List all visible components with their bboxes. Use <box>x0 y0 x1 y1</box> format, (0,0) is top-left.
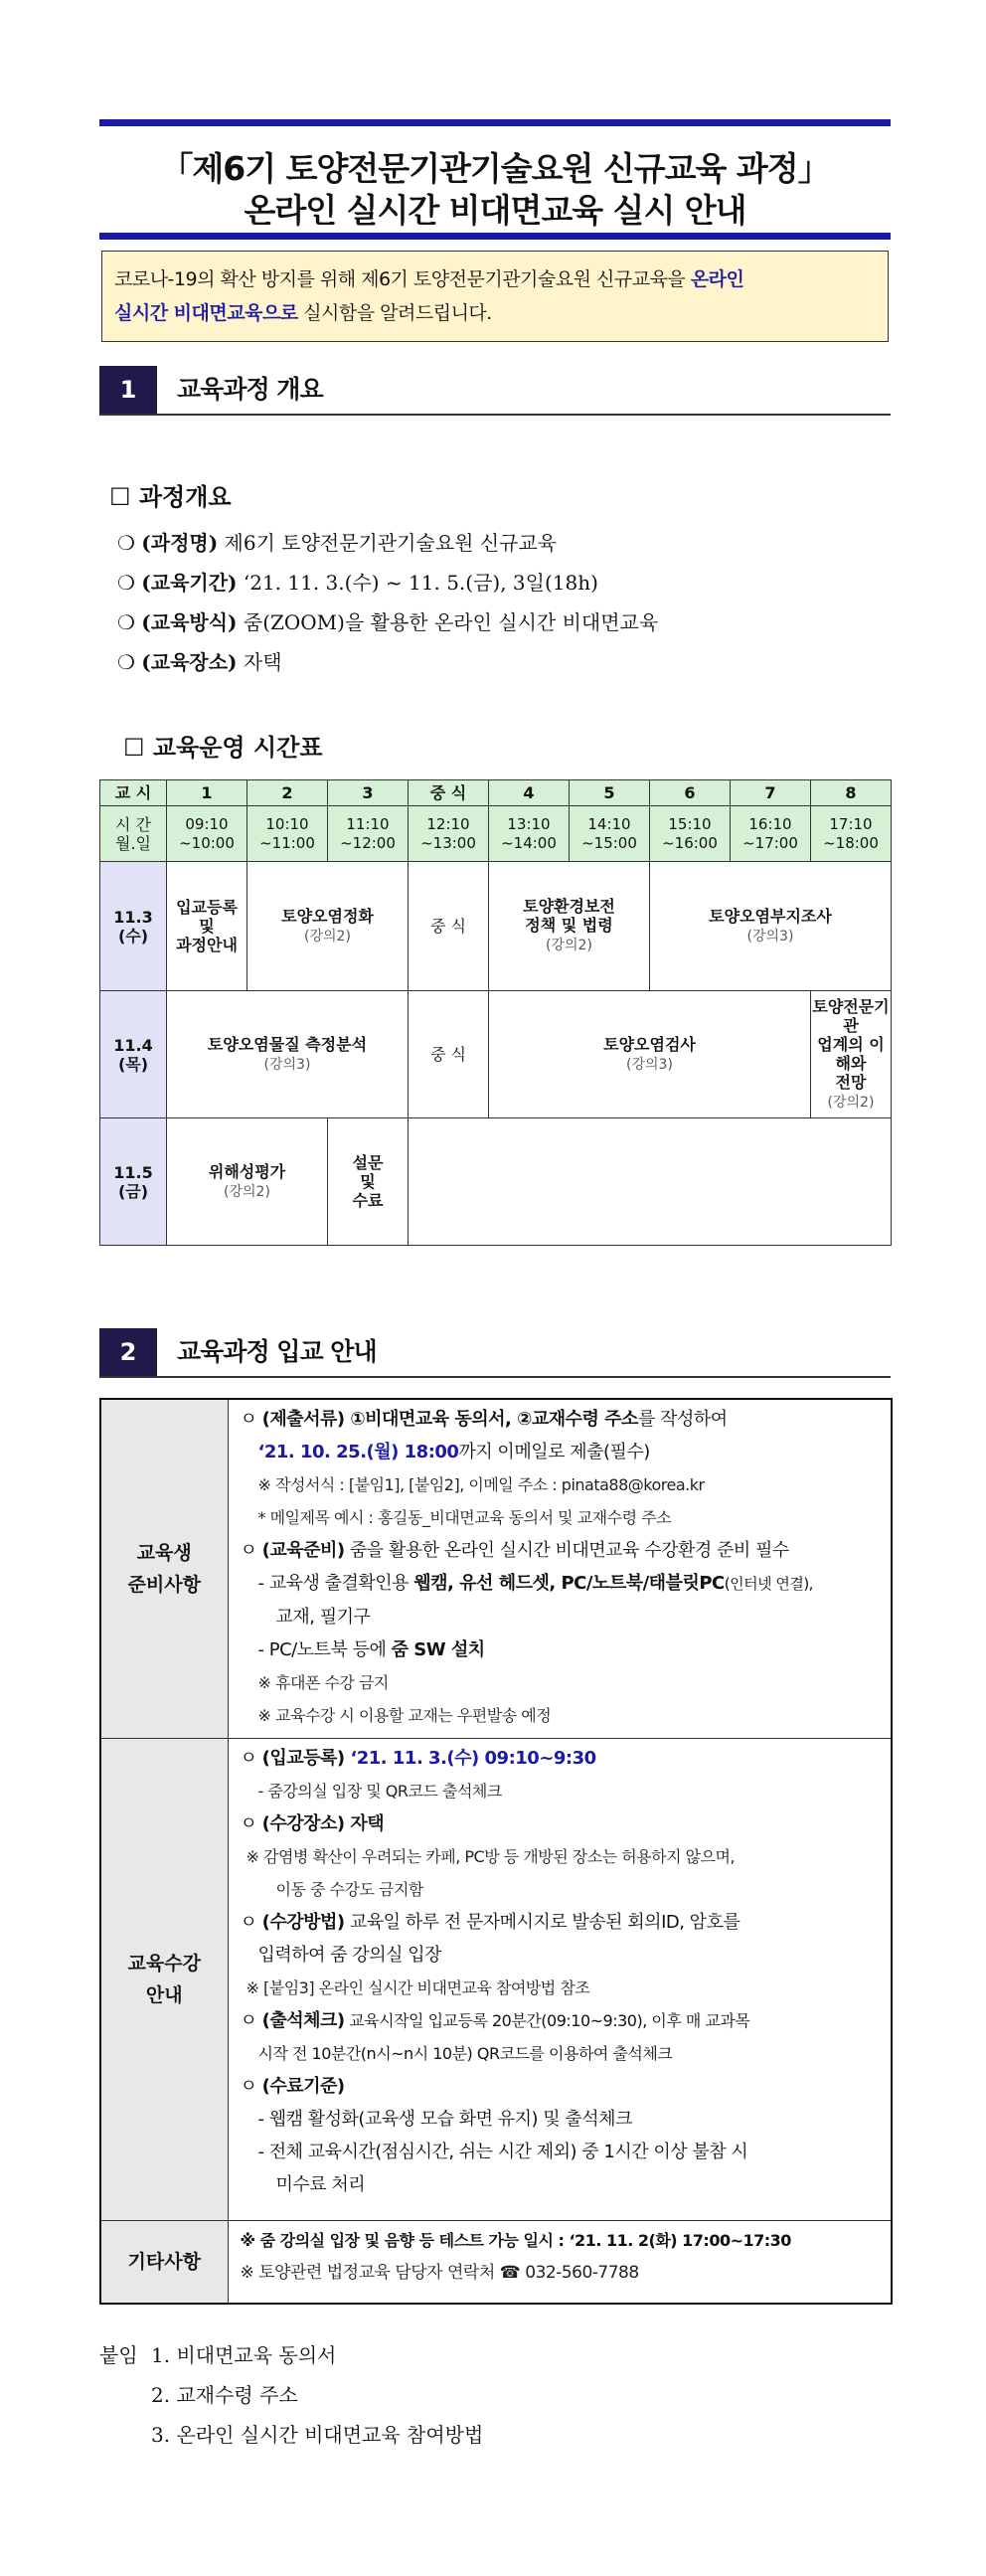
attachment-item-3: 3. 온라인 실시간 비대면교육 참여방법 <box>151 2423 484 2447</box>
schedule-header-row <box>100 780 892 806</box>
schedule-day-row <box>100 862 892 991</box>
overview-heading: ☐ 과정개요 <box>109 483 232 511</box>
session-cell: 토양오염물질 측정분석 (강의3) <box>167 991 409 1118</box>
section-1-number: 1 <box>99 366 157 414</box>
section-2-number: 2 <box>99 1328 157 1376</box>
lunch-cell: 중 식 <box>409 862 489 991</box>
schedule-day-row <box>100 1118 892 1246</box>
overview-item-place: ❍ (교육장소) 자택 <box>117 650 282 674</box>
overview-item-period: ❍ (교육기간) ‘21. 11. 3.(수) ~ 11. 5.(금), 3일(18h) <box>117 571 598 595</box>
period-4: 4 <box>489 780 570 806</box>
time-slot: 16:10 ~17:00 <box>731 806 811 862</box>
day-label: 11.3 (수) <box>100 862 167 991</box>
schedule-heading: ☐ 교육운영 시간표 <box>123 734 323 762</box>
session-cell: 토양오염부지조사 (강의3) <box>650 862 892 991</box>
session-cell: 설문 및 수료 <box>328 1118 409 1246</box>
section-2-title: 교육과정 입교 안내 <box>177 1337 377 1366</box>
title-bottom-rule <box>99 233 891 240</box>
session-cell: 입교등록 및 과정안내 <box>167 862 247 991</box>
schedule-day-row <box>100 991 892 1118</box>
section-1-header <box>99 366 891 416</box>
lunch-cell: 중 식 <box>409 991 489 1118</box>
period-3: 3 <box>328 780 409 806</box>
guide-row-course <box>100 1738 892 2220</box>
circle-bullet-icon: ❍ <box>117 531 135 555</box>
notice-box <box>101 251 889 342</box>
session-cell: 토양전문기관 업계의 이해와 전망 (강의2) <box>811 991 892 1118</box>
section-2-header <box>99 1328 891 1378</box>
schedule-time-row <box>100 806 892 862</box>
session-cell: 위해성평가 (강의2) <box>167 1118 328 1246</box>
period-5: 5 <box>570 780 650 806</box>
time-slot: 15:10 ~16:00 <box>650 806 731 862</box>
notice-text-2: 실시함을 알려드립니다. <box>297 302 492 324</box>
day-label: 11.5 (금) <box>100 1118 167 1246</box>
guide-row-etc <box>100 2220 892 2304</box>
session-cell: 토양오염정화 (강의2) <box>247 862 409 991</box>
notice-highlight-2: 실시간 비대면교육으로 <box>114 302 298 324</box>
attachment-item-2: 2. 교재수령 주소 <box>151 2383 298 2407</box>
etc-label: 기타사항 <box>100 2220 228 2304</box>
period-label: 교 시 <box>100 780 167 806</box>
session-cell: 토양오염검사 (강의3) <box>489 991 811 1118</box>
time-slot: 10:10 ~11:00 <box>247 806 328 862</box>
time-slot: 12:10 ~13:00 <box>409 806 489 862</box>
title-top-rule <box>99 119 891 126</box>
attachment-label: 붙임 <box>99 2343 138 2367</box>
period-2: 2 <box>247 780 328 806</box>
time-slot: 13:10 ~14:00 <box>489 806 570 862</box>
circle-bullet-icon: ❍ <box>117 571 135 595</box>
section-1-title: 교육과정 개요 <box>177 375 323 404</box>
period-6: 6 <box>650 780 731 806</box>
time-slot: 11:10 ~12:00 <box>328 806 409 862</box>
attachment-item-1: 1. 비대면교육 동의서 <box>151 2343 337 2367</box>
guide-table <box>99 1398 893 2305</box>
period-7: 7 <box>731 780 811 806</box>
time-slot: 14:10 ~15:00 <box>570 806 650 862</box>
schedule-table <box>99 779 892 1246</box>
notice-highlight-1: 온라인 <box>690 268 744 290</box>
time-slot: 09:10 ~10:00 <box>167 806 247 862</box>
period-1: 1 <box>167 780 247 806</box>
time-date-label: 시 간 월.일 <box>100 806 167 862</box>
circle-bullet-icon: ❍ <box>117 650 135 674</box>
page-title-line1: 「제6기 토양전문기관기술요원 신규교육 과정」 <box>160 149 830 188</box>
session-cell: 토양환경보전 정책 및 법령 (강의2) <box>489 862 650 991</box>
empty-cell <box>409 1118 892 1246</box>
etc-content: ※ 줌 강의실 입장 및 음향 등 테스트 가능 일시 : ‘21. 11. 2(화) 17:00~17:30 ※ 토양관련 법정교육 담당자 연락처 ☎ 032-560-7788 <box>228 2220 892 2304</box>
page-title-line2: 온라인 실시간 비대면교육 실시 안내 <box>244 191 746 230</box>
day-label: 11.4 (목) <box>100 991 167 1118</box>
overview-item-method: ❍ (교육방식) 줌(ZOOM)을 활용한 온라인 실시간 비대면교육 <box>117 610 659 634</box>
guide-row-prep <box>100 1399 892 1738</box>
prep-content: ㅇ (제출서류) ①비대면교육 동의서, ②교재수령 주소를 작성하여 ‘21. 10. 25.(월) 18:00까지 이메일로 제출(필수) ※ 작성서식 : [붙임1], [붙임2], 이메일 주소 : pinata88@korea.kr * 메일제목 예시 : 홍길동_비대면교육 동의서 및 교재수령 주소 ㅇ (교육준비) 줌을 활용한 온라인 실시간 비대면교육 수강환경 준비 필수 - 교육생 출결확인용 웹캠, 유선 헤드셋, PC/노트북/태블릿PC(인터넷 연결), 교재, 필기구 - PC/노트북 등에 줌 SW 설치 ※ 휴대폰 수강 금지 ※ 교육수강 시 이용할 교재는 우편발송 예정 <box>228 1399 892 1738</box>
overview-item-course-name: ❍ (과정명) 제6기 토양전문기관기술요원 신규교육 <box>117 531 558 555</box>
period-8: 8 <box>811 780 892 806</box>
course-label: 교육수강 안내 <box>100 1738 228 2220</box>
circle-bullet-icon: ❍ <box>117 610 135 634</box>
notice-text-1: 코로나-19의 확산 방지를 위해 제6기 토양전문기관기술요원 신규교육을 <box>114 268 691 290</box>
course-content: ㅇ (입교등록) ‘21. 11. 3.(수) 09:10~9:30 - 줌강의실 입장 및 QR코드 출석체크 ㅇ (수강장소) 자택 ※ 감염병 확산이 우려되는 카페, PC방 등 개방된 장소는 허용하지 않으며, 이동 중 수강도 금지함 ㅇ (수강방법) 교육일 하루 전 문자메시지로 발송된 회의ID, 암호를 입력하여 줌 강의실 입장 ※ [붙임3] 온라인 실시간 비대면교육 참여방법 참조 ㅇ (출석체크) 교육시작일 입교등록 20분간(09:10~9:30), 이후 매 교과목 시작 전 10분간(n시~n시 10분) QR코드를 이용하여 출석체크 ㅇ (수료기준) - 웹캠 활성화(교육생 모습 화면 유지) 및 출석체크 - 전체 교육시간(점심시간, 쉬는 시간 제외) 중 1시간 이상 불참 시 미수료 처리 <box>228 1738 892 2220</box>
prep-label: 교육생 준비사항 <box>100 1399 228 1738</box>
time-slot: 17:10 ~18:00 <box>811 806 892 862</box>
period-lunch: 중 식 <box>409 780 489 806</box>
